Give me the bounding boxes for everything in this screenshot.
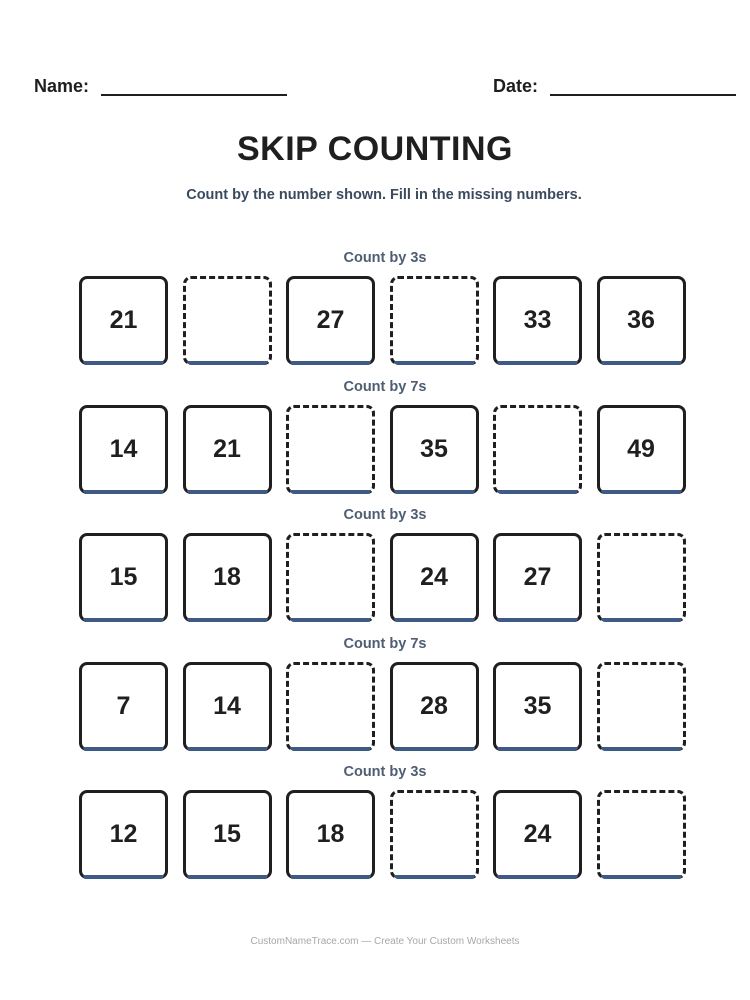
number-box: 15 <box>183 790 272 879</box>
header-row <box>34 75 736 99</box>
blank-box[interactable] <box>597 790 686 879</box>
blank-box[interactable] <box>597 662 686 751</box>
number-box: 36 <box>597 276 686 365</box>
number-box: 12 <box>79 790 168 879</box>
box-row <box>79 276 700 365</box>
counting-row <box>0 378 750 507</box>
number-box: 24 <box>390 533 479 622</box>
number-box: 21 <box>183 405 272 494</box>
counting-row <box>0 506 750 635</box>
counting-rows <box>0 249 750 892</box>
footer-credit: CustomNameTrace.com — Create Your Custom Worksheets <box>250 936 520 947</box>
row-label: Count by 7s <box>343 378 427 395</box>
box-row <box>79 662 700 751</box>
number-box: 28 <box>390 662 479 751</box>
number-box: 27 <box>493 533 582 622</box>
instructions: Count by the number shown. Fill in the missing numbers. <box>186 187 582 203</box>
number-box: 14 <box>183 662 272 751</box>
blank-box[interactable] <box>493 405 582 494</box>
blank-box[interactable] <box>390 276 479 365</box>
row-label: Count by 3s <box>343 764 427 780</box>
number-box: 14 <box>79 405 168 494</box>
row-label: Count by 3s <box>343 507 427 523</box>
worksheet-title: SKIP COUNTING <box>236 130 513 168</box>
number-box: 49 <box>597 405 686 494</box>
box-row <box>79 533 700 622</box>
number-box: 21 <box>79 276 168 365</box>
row-label: Count by 3s <box>343 250 427 266</box>
number-box: 27 <box>286 276 375 365</box>
date-line[interactable] <box>550 94 736 96</box>
blank-box[interactable] <box>183 276 272 365</box>
number-box: 24 <box>493 790 582 879</box>
name-line[interactable] <box>101 94 287 96</box>
name-field <box>34 75 287 97</box>
date-label: Date: <box>493 76 539 96</box>
number-box: 15 <box>79 533 168 622</box>
number-box: 35 <box>390 405 479 494</box>
date-field <box>493 75 736 97</box>
number-box: 18 <box>286 790 375 879</box>
box-row <box>79 790 700 879</box>
blank-box[interactable] <box>286 662 375 751</box>
blank-box[interactable] <box>286 533 375 622</box>
number-box: 7 <box>79 662 168 751</box>
row-label: Count by 7s <box>343 635 427 652</box>
box-row <box>79 405 700 494</box>
blank-box[interactable] <box>286 405 375 494</box>
blank-box[interactable] <box>390 790 479 879</box>
counting-row <box>0 763 750 892</box>
name-label: Name: <box>34 76 90 96</box>
number-box: 33 <box>493 276 582 365</box>
counting-row <box>0 249 750 378</box>
number-box: 18 <box>183 533 272 622</box>
counting-row <box>0 635 750 764</box>
blank-box[interactable] <box>597 533 686 622</box>
number-box: 35 <box>493 662 582 751</box>
